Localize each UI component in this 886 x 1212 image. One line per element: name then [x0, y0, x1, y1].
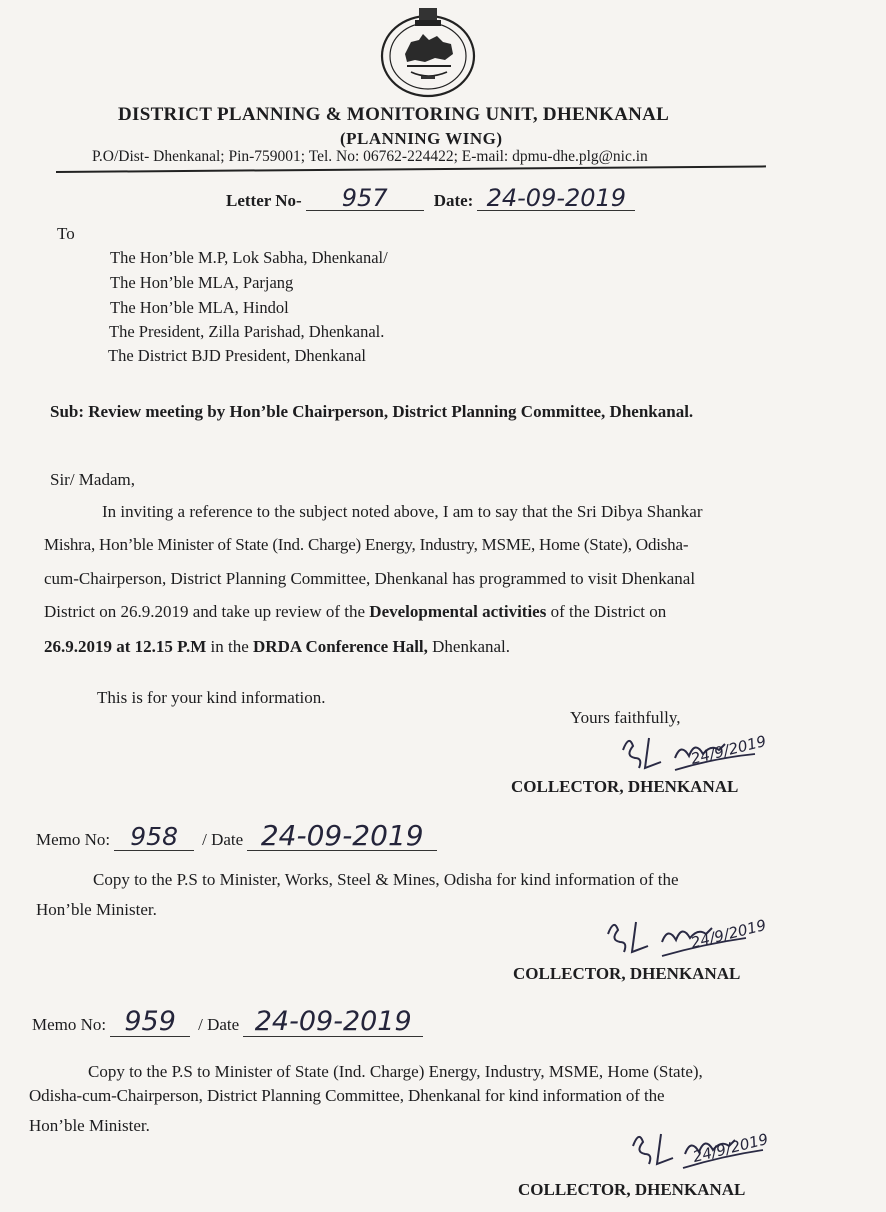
memo-line: Hon’ble Minister. [36, 900, 157, 919]
memo-line: Copy to the P.S to Minister of State (Ind. Charge) Energy, Industry, MSME, Home (State), [88, 1062, 703, 1081]
body-line [44, 637, 510, 657]
body-text: in the [206, 637, 254, 656]
to-label: To [57, 224, 75, 243]
signatory-title: COLLECTOR, DHENKANAL [511, 777, 739, 796]
recipient-item: The District BJD President, Dhenkanal [108, 346, 366, 365]
subject-line: Sub: Review meeting by Hon’ble Chairperson, District Planning Committee, Dhenkanal. [50, 402, 694, 421]
recipient-item: The Hon’ble MLA, Parjang [110, 273, 294, 292]
body-text: of the District on [546, 602, 667, 621]
recipient-item: The Hon’ble MLA, Hindol [110, 298, 289, 317]
memo-line: Hon’ble Minister. [29, 1116, 150, 1135]
body-line [44, 602, 666, 622]
meeting-time: 26.9.2019 at 12.15 P.M [44, 637, 207, 656]
recipient-item: The Hon’ble M.P, Lok Sabha, Dhenkanal/ [110, 248, 388, 267]
body-line: Mishra, Hon’ble Minister of State (Ind. Charge) Energy, Industry, MSME, Home (State), Odisha- [44, 535, 689, 554]
header-divider [56, 165, 766, 173]
closing-info: This is for your kind information. [97, 688, 326, 707]
yours-faithfully: Yours faithfully, [570, 708, 681, 727]
memo-number-row [32, 1008, 423, 1037]
memo-no-value: 958 [114, 824, 194, 851]
letter-date-label: Date: [433, 191, 474, 210]
signatory-title: COLLECTOR, DHENKANAL [518, 1180, 746, 1199]
memo-date-label: / Date [198, 1015, 240, 1034]
memo-no-value: 959 [110, 1008, 190, 1037]
memo-date-value: 24-09-2019 [243, 1008, 423, 1037]
memo-date-label: / Date [202, 830, 244, 849]
state-emblem-icon [377, 6, 479, 98]
memo-date-value: 24-09-2019 [247, 822, 437, 851]
recipient-item: The President, Zilla Parishad, Dhenkanal. [109, 322, 385, 341]
memo-line: Copy to the P.S to Minister, Works, Steel & Mines, Odisha for kind information of the [93, 870, 679, 889]
signature-date: 24/9/2019 [688, 915, 768, 953]
memo-line: Odisha-cum-Chairperson, District Planning Committee, Dhenkanal for kind information of the [29, 1086, 665, 1105]
memo-label: Memo No: [32, 1015, 107, 1034]
letter-no-label: Letter No- [226, 191, 302, 210]
body-text: Dhenkanal. [427, 637, 511, 656]
signature-date: 24/9/2019 [688, 731, 768, 769]
letter-no-value: 957 [306, 186, 424, 211]
salutation: Sir/ Madam, [50, 470, 135, 489]
body-line: In inviting a reference to the subject noted above, I am to say that the Sri Dibya Shankar [102, 502, 703, 521]
signatory-title: COLLECTOR, DHENKANAL [513, 964, 741, 983]
office-title: DISTRICT PLANNING & MONITORING UNIT, DHENKANAL [118, 104, 670, 125]
body-bold-text: Developmental activities [369, 602, 547, 621]
signature-date: 24/9/2019 [690, 1129, 770, 1167]
memo-label: Memo No: [36, 830, 111, 849]
meeting-venue: DRDA Conference Hall, [253, 637, 428, 656]
office-address: P.O/Dist- Dhenkanal; Pin-759001; Tel. No: 06762-224422; E-mail: dpmu-dhe.plg@nic.in [92, 148, 648, 165]
memo-number-row [36, 819, 437, 852]
wing-subtitle: (PLANNING WING) [340, 129, 503, 148]
body-line: cum-Chairperson, District Planning Committee, Dhenkanal has programmed to visit Dhenkanal [44, 569, 696, 588]
letter-number-row [226, 186, 635, 211]
letter-date-value: 24-09-2019 [477, 186, 635, 211]
body-text: District on 26.9.2019 and take up review of the [44, 602, 370, 621]
